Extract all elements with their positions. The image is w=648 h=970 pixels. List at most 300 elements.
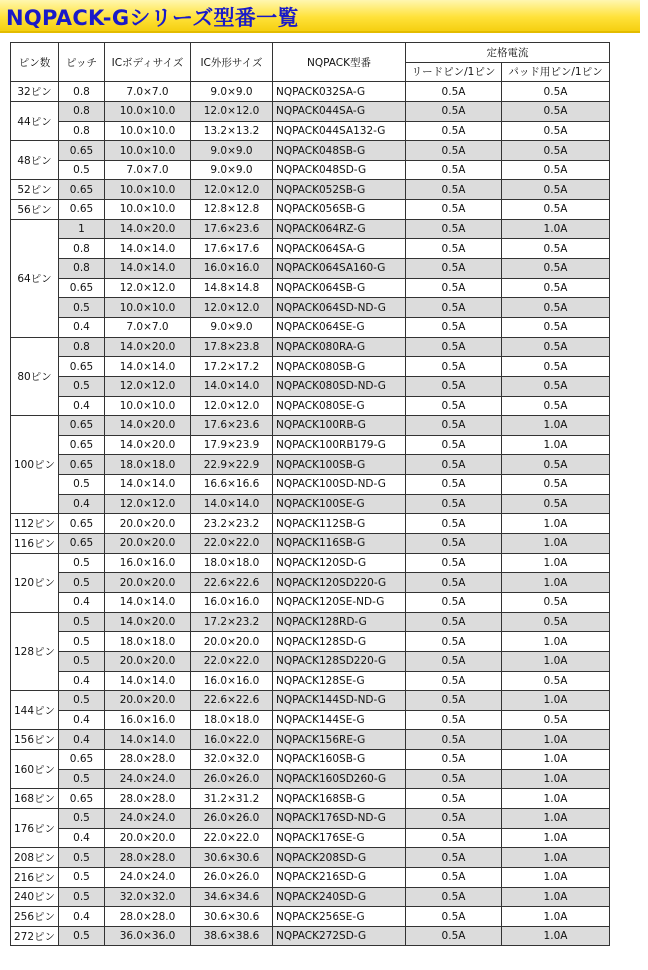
pin-count-cell: 208ピン xyxy=(11,848,59,868)
pad-pin-current-cell: 0.5A xyxy=(502,317,610,337)
ic-outer-size-cell: 16.0×22.0 xyxy=(191,730,273,750)
pitch-cell: 0.4 xyxy=(59,592,105,612)
pad-pin-current-cell: 0.5A xyxy=(502,337,610,357)
lead-pin-current-cell: 0.5A xyxy=(406,926,502,946)
model-number-cell: NQPACK100RB-G xyxy=(273,416,406,436)
header-pitch: ピッチ xyxy=(59,43,105,82)
pitch-cell: 0.65 xyxy=(59,514,105,534)
lead-pin-current-cell: 0.5A xyxy=(406,828,502,848)
pitch-cell: 0.4 xyxy=(59,494,105,514)
pad-pin-current-cell: 0.5A xyxy=(502,357,610,377)
pad-pin-current-cell: 1.0A xyxy=(502,926,610,946)
ic-outer-size-cell: 12.8×12.8 xyxy=(191,200,273,220)
table-row xyxy=(11,180,610,200)
pad-pin-current-cell: 1.0A xyxy=(502,789,610,809)
pitch-cell: 0.65 xyxy=(59,750,105,770)
table-row xyxy=(11,710,610,730)
ic-body-size-cell: 28.0×28.0 xyxy=(105,750,191,770)
model-number-cell: NQPACK120SE-ND-G xyxy=(273,592,406,612)
pitch-cell: 0.4 xyxy=(59,730,105,750)
table-row xyxy=(11,730,610,750)
ic-outer-size-cell: 26.0×26.0 xyxy=(191,769,273,789)
table-row xyxy=(11,298,610,318)
pad-pin-current-cell: 0.5A xyxy=(502,200,610,220)
pin-count-cell: 100ピン xyxy=(11,416,59,514)
lead-pin-current-cell: 0.5A xyxy=(406,357,502,377)
ic-body-size-cell: 10.0×10.0 xyxy=(105,121,191,141)
model-number-cell: NQPACK044SA132-G xyxy=(273,121,406,141)
model-number-cell: NQPACK064RZ-G xyxy=(273,219,406,239)
ic-body-size-cell: 14.0×14.0 xyxy=(105,259,191,279)
model-number-cell: NQPACK216SD-G xyxy=(273,867,406,887)
lead-pin-current-cell: 0.5A xyxy=(406,907,502,927)
table-row xyxy=(11,887,610,907)
pitch-cell: 0.65 xyxy=(59,180,105,200)
table-row xyxy=(11,219,610,239)
ic-outer-size-cell: 16.6×16.6 xyxy=(191,475,273,495)
table-body xyxy=(11,82,610,946)
lead-pin-current-cell: 0.5A xyxy=(406,573,502,593)
pitch-cell: 0.65 xyxy=(59,416,105,436)
pin-count-cell: 52ピン xyxy=(11,180,59,200)
table-row xyxy=(11,592,610,612)
ic-outer-size-cell: 30.6×30.6 xyxy=(191,907,273,927)
table-row xyxy=(11,455,610,475)
pitch-cell: 1 xyxy=(59,219,105,239)
table-row xyxy=(11,259,610,279)
pitch-cell: 0.8 xyxy=(59,337,105,357)
lead-pin-current-cell: 0.5A xyxy=(406,376,502,396)
ic-body-size-cell: 20.0×20.0 xyxy=(105,573,191,593)
pad-pin-current-cell: 0.5A xyxy=(502,671,610,691)
ic-body-size-cell: 10.0×10.0 xyxy=(105,141,191,161)
pad-pin-current-cell: 0.5A xyxy=(502,475,610,495)
pitch-cell: 0.8 xyxy=(59,239,105,259)
table-row xyxy=(11,573,610,593)
pad-pin-current-cell: 0.5A xyxy=(502,239,610,259)
table-row xyxy=(11,396,610,416)
pitch-cell: 0.65 xyxy=(59,357,105,377)
ic-body-size-cell: 16.0×16.0 xyxy=(105,710,191,730)
table-row xyxy=(11,278,610,298)
pin-count-cell: 80ピン xyxy=(11,337,59,416)
table-row xyxy=(11,435,610,455)
model-number-cell: NQPACK112SB-G xyxy=(273,514,406,534)
pitch-cell: 0.5 xyxy=(59,160,105,180)
table-row xyxy=(11,376,610,396)
ic-body-size-cell: 14.0×14.0 xyxy=(105,592,191,612)
page-title: NQPACK-Gシリーズ型番一覧 xyxy=(6,6,299,30)
lead-pin-current-cell: 0.5A xyxy=(406,808,502,828)
pin-count-cell: 144ピン xyxy=(11,691,59,730)
lead-pin-current-cell: 0.5A xyxy=(406,789,502,809)
table-row xyxy=(11,808,610,828)
ic-outer-size-cell: 34.6×34.6 xyxy=(191,887,273,907)
table-row xyxy=(11,337,610,357)
ic-body-size-cell: 20.0×20.0 xyxy=(105,514,191,534)
lead-pin-current-cell: 0.5A xyxy=(406,219,502,239)
model-number-cell: NQPACK120SD-G xyxy=(273,553,406,573)
ic-outer-size-cell: 13.2×13.2 xyxy=(191,121,273,141)
table-row xyxy=(11,514,610,534)
ic-outer-size-cell: 17.2×23.2 xyxy=(191,612,273,632)
header-rated-current: 定格電流 xyxy=(406,43,610,63)
pad-pin-current-cell: 0.5A xyxy=(502,82,610,102)
lead-pin-current-cell: 0.5A xyxy=(406,141,502,161)
pitch-cell: 0.5 xyxy=(59,691,105,711)
pitch-cell: 0.65 xyxy=(59,534,105,554)
ic-body-size-cell: 20.0×20.0 xyxy=(105,691,191,711)
lead-pin-current-cell: 0.5A xyxy=(406,416,502,436)
lead-pin-current-cell: 0.5A xyxy=(406,494,502,514)
model-number-cell: NQPACK064SA-G xyxy=(273,239,406,259)
lead-pin-current-cell: 0.5A xyxy=(406,455,502,475)
pad-pin-current-cell: 1.0A xyxy=(502,651,610,671)
lead-pin-current-cell: 0.5A xyxy=(406,710,502,730)
pitch-cell: 0.5 xyxy=(59,867,105,887)
pad-pin-current-cell: 1.0A xyxy=(502,416,610,436)
ic-outer-size-cell: 22.0×22.0 xyxy=(191,651,273,671)
ic-body-size-cell: 14.0×20.0 xyxy=(105,416,191,436)
ic-outer-size-cell: 9.0×9.0 xyxy=(191,141,273,161)
ic-outer-size-cell: 12.0×12.0 xyxy=(191,101,273,121)
pitch-cell: 0.4 xyxy=(59,396,105,416)
pad-pin-current-cell: 1.0A xyxy=(502,534,610,554)
ic-outer-size-cell: 32.0×32.0 xyxy=(191,750,273,770)
ic-outer-size-cell: 16.0×16.0 xyxy=(191,671,273,691)
pin-count-cell: 128ピン xyxy=(11,612,59,691)
pad-pin-current-cell: 1.0A xyxy=(502,808,610,828)
model-number-cell: NQPACK100SE-G xyxy=(273,494,406,514)
pad-pin-current-cell: 0.5A xyxy=(502,101,610,121)
pad-pin-current-cell: 0.5A xyxy=(502,592,610,612)
ic-outer-size-cell: 14.0×14.0 xyxy=(191,376,273,396)
lead-pin-current-cell: 0.5A xyxy=(406,121,502,141)
ic-outer-size-cell: 12.0×12.0 xyxy=(191,396,273,416)
ic-body-size-cell: 7.0×7.0 xyxy=(105,82,191,102)
table-header xyxy=(11,43,610,82)
table-row xyxy=(11,317,610,337)
pin-count-cell: 176ピン xyxy=(11,808,59,847)
model-number-cell: NQPACK080SB-G xyxy=(273,357,406,377)
model-number-cell: NQPACK144SD-ND-G xyxy=(273,691,406,711)
pin-count-cell: 156ピン xyxy=(11,730,59,750)
model-number-cell: NQPACK208SD-G xyxy=(273,848,406,868)
table-row xyxy=(11,553,610,573)
pitch-cell: 0.5 xyxy=(59,651,105,671)
pin-count-cell: 160ピン xyxy=(11,750,59,789)
model-number-cell: NQPACK064SA160-G xyxy=(273,259,406,279)
ic-body-size-cell: 10.0×10.0 xyxy=(105,200,191,220)
pad-pin-current-cell: 0.5A xyxy=(502,278,610,298)
table-row xyxy=(11,534,610,554)
lead-pin-current-cell: 0.5A xyxy=(406,317,502,337)
model-number-cell: NQPACK128SE-G xyxy=(273,671,406,691)
ic-body-size-cell: 28.0×28.0 xyxy=(105,907,191,927)
pad-pin-current-cell: 0.5A xyxy=(502,259,610,279)
ic-outer-size-cell: 22.0×22.0 xyxy=(191,534,273,554)
ic-outer-size-cell: 14.0×14.0 xyxy=(191,494,273,514)
ic-body-size-cell: 10.0×10.0 xyxy=(105,180,191,200)
table-row xyxy=(11,907,610,927)
model-number-cell: NQPACK128RD-G xyxy=(273,612,406,632)
ic-body-size-cell: 18.0×18.0 xyxy=(105,632,191,652)
pin-count-cell: 112ピン xyxy=(11,514,59,534)
ic-body-size-cell: 14.0×14.0 xyxy=(105,730,191,750)
pad-pin-current-cell: 0.5A xyxy=(502,455,610,475)
pad-pin-current-cell: 1.0A xyxy=(502,730,610,750)
ic-outer-size-cell: 26.0×26.0 xyxy=(191,808,273,828)
lead-pin-current-cell: 0.5A xyxy=(406,396,502,416)
ic-outer-size-cell: 30.6×30.6 xyxy=(191,848,273,868)
pad-pin-current-cell: 0.5A xyxy=(502,160,610,180)
model-number-cell: NQPACK128SD-G xyxy=(273,632,406,652)
table-row xyxy=(11,769,610,789)
table-row xyxy=(11,828,610,848)
lead-pin-current-cell: 0.5A xyxy=(406,651,502,671)
model-number-cell: NQPACK080SD-ND-G xyxy=(273,376,406,396)
pin-count-cell: 44ピン xyxy=(11,101,59,140)
model-number-cell: NQPACK080SE-G xyxy=(273,396,406,416)
ic-body-size-cell: 14.0×20.0 xyxy=(105,219,191,239)
pad-pin-current-cell: 1.0A xyxy=(502,887,610,907)
lead-pin-current-cell: 0.5A xyxy=(406,553,502,573)
model-number-cell: NQPACK144SE-G xyxy=(273,710,406,730)
pad-pin-current-cell: 0.5A xyxy=(502,612,610,632)
table-row xyxy=(11,101,610,121)
ic-outer-size-cell: 22.6×22.6 xyxy=(191,573,273,593)
model-number-cell: NQPACK032SA-G xyxy=(273,82,406,102)
ic-outer-size-cell: 23.2×23.2 xyxy=(191,514,273,534)
table-row xyxy=(11,671,610,691)
model-number-cell: NQPACK176SE-G xyxy=(273,828,406,848)
ic-body-size-cell: 32.0×32.0 xyxy=(105,887,191,907)
ic-body-size-cell: 20.0×20.0 xyxy=(105,651,191,671)
pitch-cell: 0.8 xyxy=(59,82,105,102)
ic-body-size-cell: 12.0×12.0 xyxy=(105,494,191,514)
lead-pin-current-cell: 0.5A xyxy=(406,730,502,750)
ic-outer-size-cell: 17.6×23.6 xyxy=(191,416,273,436)
pitch-cell: 0.4 xyxy=(59,828,105,848)
table-row xyxy=(11,160,610,180)
ic-body-size-cell: 36.0×36.0 xyxy=(105,926,191,946)
ic-body-size-cell: 14.0×20.0 xyxy=(105,337,191,357)
ic-outer-size-cell: 12.0×12.0 xyxy=(191,180,273,200)
model-number-cell: NQPACK120SD220-G xyxy=(273,573,406,593)
model-number-cell: NQPACK100SD-ND-G xyxy=(273,475,406,495)
ic-body-size-cell: 12.0×12.0 xyxy=(105,376,191,396)
ic-body-size-cell: 24.0×24.0 xyxy=(105,808,191,828)
lead-pin-current-cell: 0.5A xyxy=(406,867,502,887)
pin-count-cell: 256ピン xyxy=(11,907,59,927)
table-row xyxy=(11,612,610,632)
pitch-cell: 0.4 xyxy=(59,671,105,691)
ic-body-size-cell: 16.0×16.0 xyxy=(105,553,191,573)
ic-outer-size-cell: 22.6×22.6 xyxy=(191,691,273,711)
lead-pin-current-cell: 0.5A xyxy=(406,887,502,907)
pitch-cell: 0.4 xyxy=(59,710,105,730)
table-row xyxy=(11,357,610,377)
ic-outer-size-cell: 22.0×22.0 xyxy=(191,828,273,848)
table-row xyxy=(11,632,610,652)
ic-outer-size-cell: 9.0×9.0 xyxy=(191,317,273,337)
lead-pin-current-cell: 0.5A xyxy=(406,691,502,711)
header-model-number: NQPACK型番 xyxy=(273,43,406,82)
pad-pin-current-cell: 0.5A xyxy=(502,298,610,318)
ic-body-size-cell: 14.0×20.0 xyxy=(105,435,191,455)
ic-body-size-cell: 24.0×24.0 xyxy=(105,769,191,789)
pad-pin-current-cell: 1.0A xyxy=(502,632,610,652)
pitch-cell: 0.5 xyxy=(59,612,105,632)
table-row xyxy=(11,82,610,102)
pitch-cell: 0.5 xyxy=(59,376,105,396)
pitch-cell: 0.5 xyxy=(59,298,105,318)
model-number-cell: NQPACK128SD220-G xyxy=(273,651,406,671)
pin-count-cell: 240ピン xyxy=(11,887,59,907)
pad-pin-current-cell: 1.0A xyxy=(502,848,610,868)
lead-pin-current-cell: 0.5A xyxy=(406,435,502,455)
title-banner xyxy=(0,0,640,33)
lead-pin-current-cell: 0.5A xyxy=(406,160,502,180)
model-number-cell: NQPACK116SB-G xyxy=(273,534,406,554)
model-number-cell: NQPACK100RB179-G xyxy=(273,435,406,455)
model-number-cell: NQPACK048SD-G xyxy=(273,160,406,180)
pad-pin-current-cell: 1.0A xyxy=(502,691,610,711)
lead-pin-current-cell: 0.5A xyxy=(406,592,502,612)
pad-pin-current-cell: 0.5A xyxy=(502,141,610,161)
pitch-cell: 0.8 xyxy=(59,259,105,279)
ic-outer-size-cell: 14.8×14.8 xyxy=(191,278,273,298)
ic-outer-size-cell: 17.8×23.8 xyxy=(191,337,273,357)
pad-pin-current-cell: 1.0A xyxy=(502,219,610,239)
ic-outer-size-cell: 9.0×9.0 xyxy=(191,160,273,180)
ic-outer-size-cell: 22.9×22.9 xyxy=(191,455,273,475)
table-row xyxy=(11,789,610,809)
pad-pin-current-cell: 1.0A xyxy=(502,750,610,770)
pad-pin-current-cell: 0.5A xyxy=(502,121,610,141)
table-row xyxy=(11,475,610,495)
ic-body-size-cell: 24.0×24.0 xyxy=(105,867,191,887)
table-row xyxy=(11,848,610,868)
pitch-cell: 0.5 xyxy=(59,887,105,907)
pitch-cell: 0.5 xyxy=(59,632,105,652)
model-number-cell: NQPACK240SD-G xyxy=(273,887,406,907)
pad-pin-current-cell: 0.5A xyxy=(502,180,610,200)
header-lead-pin-current: リードピン/1ピン xyxy=(406,62,502,82)
model-number-cell: NQPACK168SB-G xyxy=(273,789,406,809)
lead-pin-current-cell: 0.5A xyxy=(406,278,502,298)
ic-body-size-cell: 10.0×10.0 xyxy=(105,396,191,416)
lead-pin-current-cell: 0.5A xyxy=(406,337,502,357)
table-row xyxy=(11,494,610,514)
model-number-cell: NQPACK048SB-G xyxy=(273,141,406,161)
table-row xyxy=(11,239,610,259)
pin-count-cell: 120ピン xyxy=(11,553,59,612)
table-row xyxy=(11,416,610,436)
model-table xyxy=(10,42,610,946)
lead-pin-current-cell: 0.5A xyxy=(406,671,502,691)
pitch-cell: 0.4 xyxy=(59,317,105,337)
pin-count-cell: 64ピン xyxy=(11,219,59,337)
table-row xyxy=(11,121,610,141)
table-row xyxy=(11,691,610,711)
ic-outer-size-cell: 16.0×16.0 xyxy=(191,259,273,279)
model-number-cell: NQPACK160SB-G xyxy=(273,750,406,770)
ic-outer-size-cell: 17.6×23.6 xyxy=(191,219,273,239)
pitch-cell: 0.5 xyxy=(59,926,105,946)
ic-body-size-cell: 20.0×20.0 xyxy=(105,828,191,848)
lead-pin-current-cell: 0.5A xyxy=(406,514,502,534)
lead-pin-current-cell: 0.5A xyxy=(406,750,502,770)
model-number-cell: NQPACK256SE-G xyxy=(273,907,406,927)
pin-count-cell: 272ピン xyxy=(11,926,59,946)
model-number-cell: NQPACK064SE-G xyxy=(273,317,406,337)
pitch-cell: 0.5 xyxy=(59,475,105,495)
table-row xyxy=(11,867,610,887)
pitch-cell: 0.5 xyxy=(59,808,105,828)
ic-outer-size-cell: 16.0×16.0 xyxy=(191,592,273,612)
ic-body-size-cell: 14.0×14.0 xyxy=(105,671,191,691)
pad-pin-current-cell: 1.0A xyxy=(502,435,610,455)
ic-outer-size-cell: 17.6×17.6 xyxy=(191,239,273,259)
table-row xyxy=(11,200,610,220)
ic-outer-size-cell: 9.0×9.0 xyxy=(191,82,273,102)
ic-outer-size-cell: 18.0×18.0 xyxy=(191,553,273,573)
pad-pin-current-cell: 1.0A xyxy=(502,514,610,534)
model-number-cell: NQPACK080RA-G xyxy=(273,337,406,357)
pad-pin-current-cell: 1.0A xyxy=(502,573,610,593)
table-row xyxy=(11,750,610,770)
table-row xyxy=(11,651,610,671)
pin-count-cell: 168ピン xyxy=(11,789,59,809)
model-number-cell: NQPACK160SD260-G xyxy=(273,769,406,789)
model-number-cell: NQPACK064SD-ND-G xyxy=(273,298,406,318)
model-number-cell: NQPACK100SB-G xyxy=(273,455,406,475)
ic-body-size-cell: 28.0×28.0 xyxy=(105,848,191,868)
pad-pin-current-cell: 0.5A xyxy=(502,494,610,514)
model-number-cell: NQPACK052SB-G xyxy=(273,180,406,200)
ic-outer-size-cell: 20.0×20.0 xyxy=(191,632,273,652)
lead-pin-current-cell: 0.5A xyxy=(406,200,502,220)
pad-pin-current-cell: 0.5A xyxy=(502,376,610,396)
ic-body-size-cell: 10.0×10.0 xyxy=(105,298,191,318)
ic-body-size-cell: 14.0×14.0 xyxy=(105,475,191,495)
model-number-cell: NQPACK176SD-ND-G xyxy=(273,808,406,828)
ic-outer-size-cell: 38.6×38.6 xyxy=(191,926,273,946)
lead-pin-current-cell: 0.5A xyxy=(406,101,502,121)
model-number-cell: NQPACK064SB-G xyxy=(273,278,406,298)
pitch-cell: 0.65 xyxy=(59,278,105,298)
pitch-cell: 0.8 xyxy=(59,121,105,141)
pitch-cell: 0.5 xyxy=(59,848,105,868)
table-row xyxy=(11,141,610,161)
header-pins: ピン数 xyxy=(11,43,59,82)
ic-body-size-cell: 7.0×7.0 xyxy=(105,160,191,180)
model-number-cell: NQPACK272SD-G xyxy=(273,926,406,946)
lead-pin-current-cell: 0.5A xyxy=(406,298,502,318)
ic-outer-size-cell: 12.0×12.0 xyxy=(191,298,273,318)
ic-outer-size-cell: 17.9×23.9 xyxy=(191,435,273,455)
lead-pin-current-cell: 0.5A xyxy=(406,239,502,259)
pin-count-cell: 216ピン xyxy=(11,867,59,887)
model-number-cell: NQPACK156RE-G xyxy=(273,730,406,750)
lead-pin-current-cell: 0.5A xyxy=(406,180,502,200)
ic-body-size-cell: 12.0×12.0 xyxy=(105,278,191,298)
pin-count-cell: 48ピン xyxy=(11,141,59,180)
lead-pin-current-cell: 0.5A xyxy=(406,534,502,554)
lead-pin-current-cell: 0.5A xyxy=(406,82,502,102)
ic-body-size-cell: 14.0×20.0 xyxy=(105,612,191,632)
